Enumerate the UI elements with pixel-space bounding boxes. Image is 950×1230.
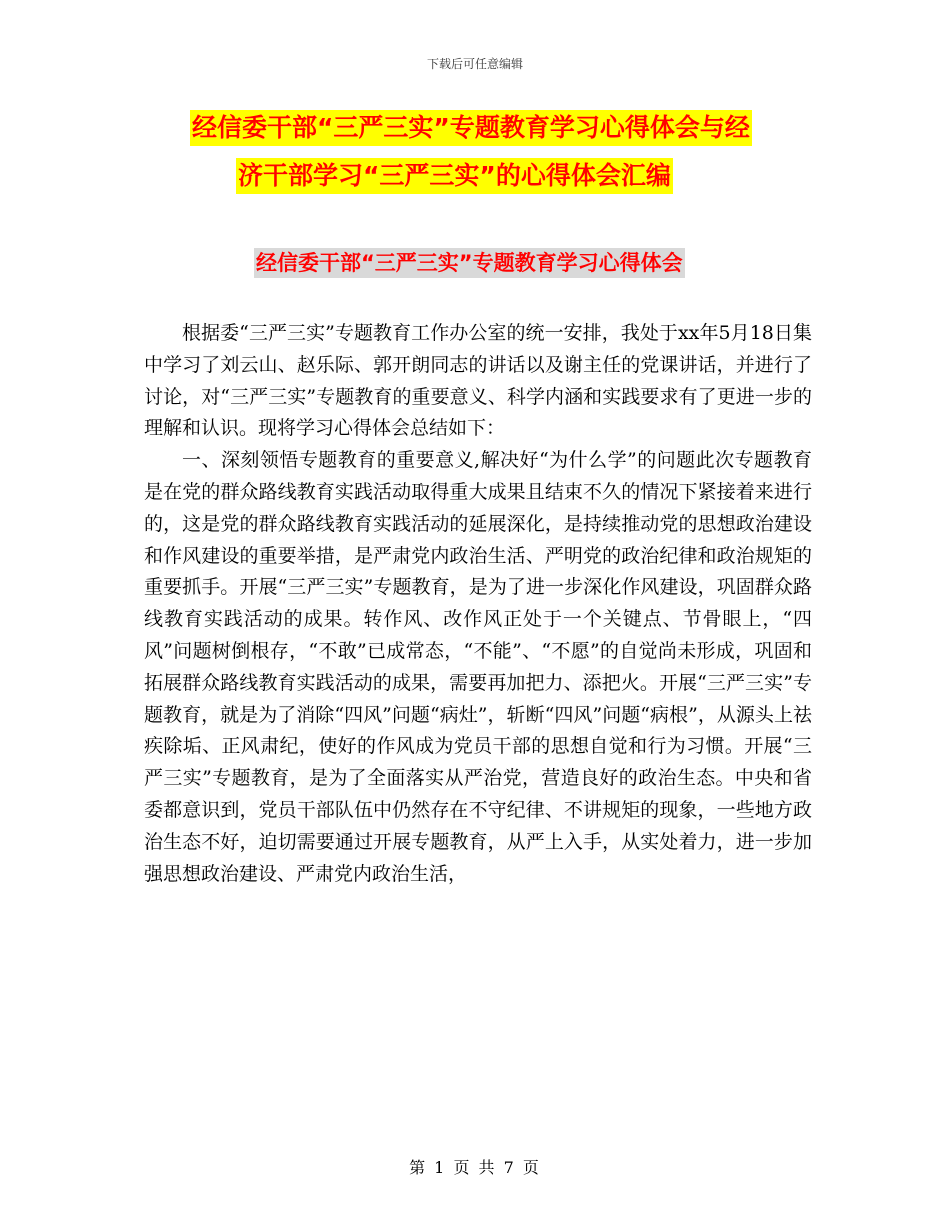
body-text bbox=[144, 318, 812, 890]
title-line-2: 济干部学习“三严三实”的心得体会汇编 bbox=[236, 158, 673, 194]
document-title bbox=[190, 110, 830, 194]
header-note: 下载后可任意编辑 bbox=[426, 57, 523, 71]
paragraph-2: 一、深刻领悟专题教育的重要意义,解决好“为什么学”的问题此次专题教育是在党的群众路线教育实践活动取得重大成果且结束不久的情况下紧接着来进行的，这是党的群众路线教育实践活动的延展深化，是持续推动党的思想政治建设和作风建设的重要举措，是严肃党内政治生活、严明党的政治纪律和政治规矩的重要抓手。开展“三严三实”专题教育，是为了进一步深化作风建设，巩固群众路线教育实践活动的成果。转作风、改作风正处于一个关键点、节骨眼上，“四风”问题树倒根存，“不敢”已成常态，“不能”、“不愿”的自觉尚未形成，巩固和拓展群众路线教育实践活动的成果，需要再加把力、添把火。开展“三严三实”专题教育，就是为了消除“四风”问题“病灶”，斩断“四风”问题“病根”，从源头上祛疾除垢、正风肃纪，使好的作风成为党员干部的思想自觉和行为习惯。开展“三严三实”专题教育，是为了全面落实从严治党，营造良好的政治生态。中央和省委都意识到，党员干部队伍中仍然存在不守纪律、不讲规矩的现象，一些地方政治生态不好，迫切需要通过开展专题教育，从严上入手，从实处着力，进一步加强思想政治建设、严肃党内政治生活， bbox=[144, 449, 812, 885]
paragraph-1: 根据委“三严三实”专题教育工作办公室的统一安排，我处于xx年5月18日集中学习了刘云山、赵乐际、郭开朗同志的讲话以及谢主任的党课讲话，并进行了讨论，对“三严三实”专题教育的重要意义、科学内涵和实践要求有了更进一步的理解和认识。现将学习心得体会总结如下： bbox=[144, 322, 812, 440]
section-subtitle: 经信委干部“三严三实”专题教育学习心得体会 bbox=[254, 248, 685, 278]
title-line-1: 经信委干部“三严三实”专题教育学习心得体会与经 bbox=[190, 110, 752, 146]
page-footer: 第 1 页 共 7 页 bbox=[409, 1158, 541, 1177]
